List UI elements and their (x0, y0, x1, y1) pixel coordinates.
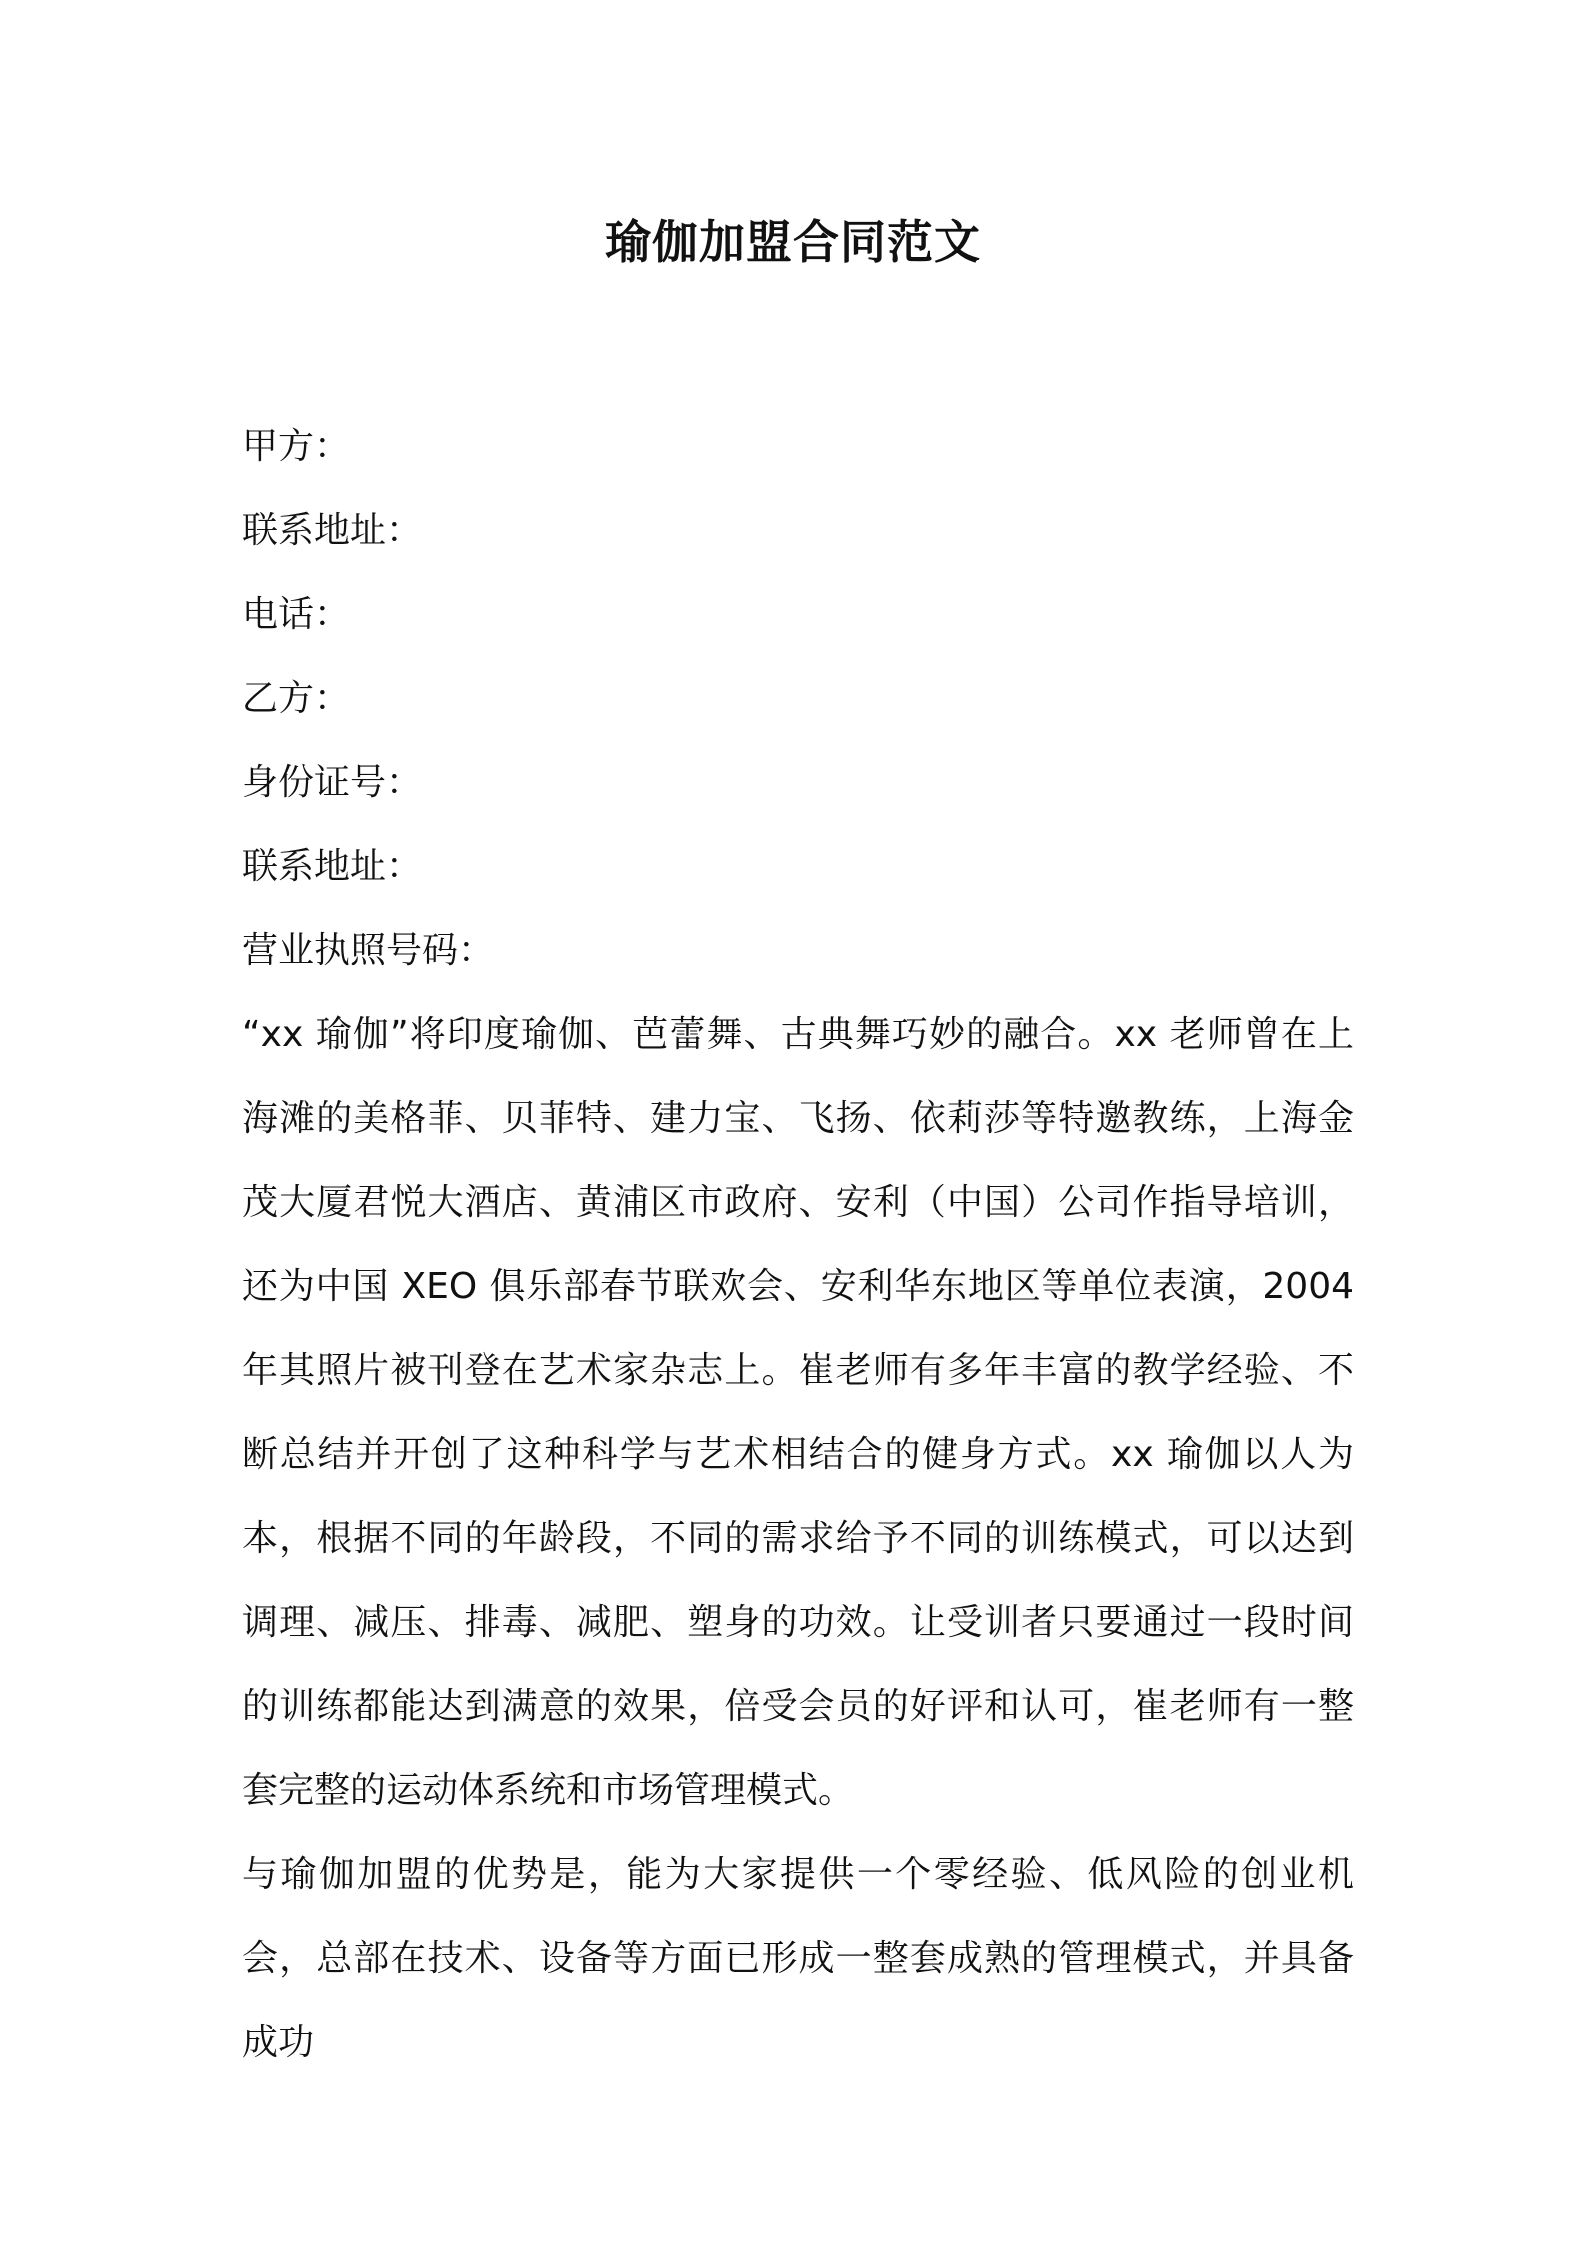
party-b-field: 乙方： (242, 678, 351, 719)
phone-field: 电话： (242, 594, 351, 635)
advantage-paragraph: 与瑜伽加盟的优势是，能为大家提供一个零经验、低风险的创业机会，总部在技术、设备等方面已形成一整套成熟的管理模式，并具备成功 (242, 1854, 1354, 2063)
document-title: 瑜伽加盟合同范文 (605, 215, 981, 269)
intro-paragraph: “xx 瑜伽”将印度瑜伽、芭蕾舞、古典舞巧妙的融合。xx 老师曾在上海滩的美格菲、贝菲特、建力宝、飞扬、依莉莎等特邀教练，上海金茂大厦君悦大酒店、黄浦区市政府、安利（中国）公司作指导培训，还为中国 XEO 俱乐部春节联欢会、安利华东地区等单位表演，2004 年其照片被刊登在艺术家杂志上。崔老师有多年丰富的教学经验、不断总结并开创了这种科学与艺术相结合的健身方式。xx 瑜伽以人为本，根据不同的年龄段，不同的需求给予不同的训练模式，可以达到调理、减压、排毒、减肥、塑身的功效。让受训者只要通过一段时间的训练都能达到满意的效果，倍受会员的好评和认可，崔老师有一整套完整的运动体系统和市场管理模式。 (242, 1014, 1354, 1811)
party-a-field: 甲方： (242, 426, 351, 467)
party-b-address-field: 联系地址： (242, 846, 423, 887)
id-number-field: 身份证号： (242, 762, 423, 803)
business-license-field: 营业执照号码： (242, 930, 495, 971)
document-body (242, 405, 1354, 2085)
party-a-address-field: 联系地址： (242, 510, 423, 551)
